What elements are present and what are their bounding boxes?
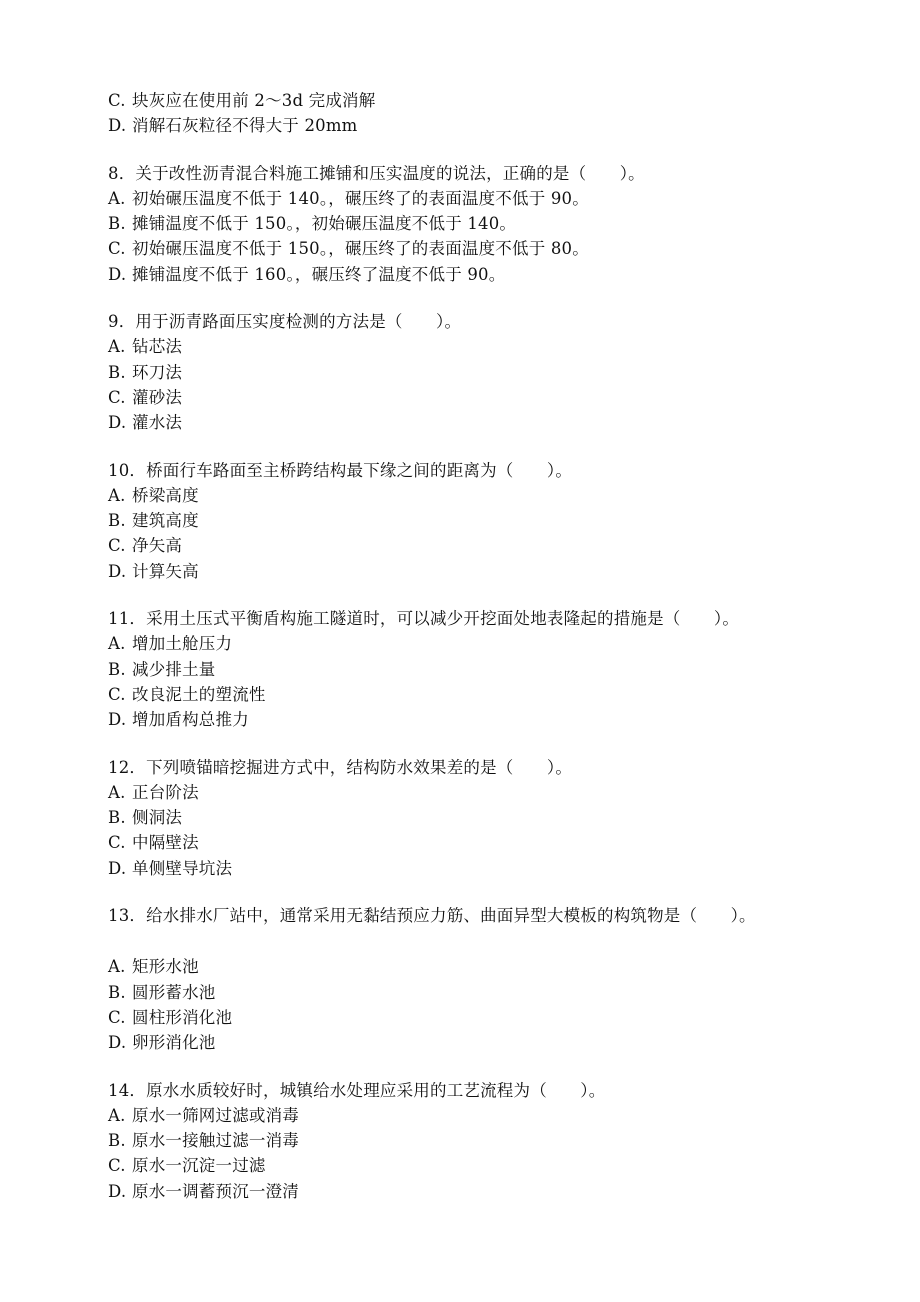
option-a — [108, 631, 848, 656]
option-a — [108, 186, 848, 211]
option-text: 初始碾压温度不低于 150。，碾压终了的表面温度不低于 80。 — [132, 239, 589, 259]
option-text: 增加盾构总推力 — [132, 710, 249, 730]
option-text: 卵形消化池 — [132, 1033, 216, 1053]
continued-options — [108, 88, 848, 139]
question-11 — [108, 606, 848, 732]
option-letter: D. — [108, 413, 127, 433]
option-b — [108, 360, 848, 385]
option-text: 钻芯法 — [132, 337, 183, 357]
option-text: 矩形水池 — [132, 957, 199, 977]
option-text: 消解石灰粒径不得大于 20mm — [132, 116, 358, 136]
option-letter: C. — [108, 536, 126, 556]
option-letter: C. — [108, 1007, 126, 1027]
option-a — [108, 954, 848, 979]
option-c — [108, 385, 848, 410]
question-13 — [108, 903, 848, 1055]
option-letter: C. — [108, 239, 126, 259]
option-letter: A. — [108, 957, 126, 977]
spacer — [108, 1056, 848, 1078]
option-text: 正台阶法 — [132, 782, 199, 802]
option-b — [108, 1128, 848, 1153]
option-letter: D. — [108, 264, 127, 284]
option-text: 桥梁高度 — [132, 485, 199, 505]
option-letter: B. — [108, 808, 126, 828]
question-14 — [108, 1078, 848, 1204]
option-text: 摊铺温度不低于 160。，碾压终了温度不低于 90。 — [132, 264, 506, 284]
option-text: 侧洞法 — [132, 808, 183, 828]
option-letter: B. — [108, 362, 126, 382]
option-text: 初始碾压温度不低于 140。，碾压终了的表面温度不低于 90。 — [132, 188, 589, 208]
option-text: 计算矢高 — [132, 561, 199, 581]
spacer — [108, 733, 848, 755]
option-d — [108, 856, 848, 881]
option-b — [108, 980, 848, 1005]
spacer — [108, 584, 848, 606]
option-text: 灌水法 — [132, 413, 183, 433]
option-c — [108, 830, 848, 855]
option-letter: B. — [108, 1131, 126, 1151]
option-text: 摊铺温度不低于 150。，初始碾压温度不低于 140。 — [132, 214, 517, 234]
option-text: 圆柱形消化池 — [132, 1007, 233, 1027]
question-12 — [108, 755, 848, 881]
option-b — [108, 657, 848, 682]
option-letter: B. — [108, 982, 126, 1002]
option-d — [108, 707, 848, 732]
option-letter: C. — [108, 387, 126, 407]
spacer — [108, 881, 848, 903]
option-c — [108, 533, 848, 558]
option-letter: D. — [108, 561, 127, 581]
option-d — [108, 262, 848, 287]
option-c — [108, 236, 848, 261]
option-text: 原水一沉淀一过滤 — [132, 1156, 266, 1176]
question-9 — [108, 309, 848, 435]
option-letter: A. — [108, 782, 126, 802]
question-10 — [108, 458, 848, 584]
option-letter: D. — [108, 116, 127, 136]
option-text: 环刀法 — [132, 362, 183, 382]
option-text: 建筑高度 — [132, 511, 199, 531]
option-b — [108, 805, 848, 830]
question-stem: 8．关于改性沥青混合料施工摊铺和压实温度的说法，正确的是（ ）。 — [108, 163, 645, 183]
option-text: 原水一调蓄预沉一澄清 — [132, 1181, 299, 1201]
option-text: 净矢高 — [132, 536, 183, 556]
question-stem: 9．用于沥青路面压实度检测的方法是（ ）。 — [108, 312, 462, 332]
option-text: 增加土舱压力 — [132, 634, 233, 654]
option-text: 圆形蓄水池 — [132, 982, 216, 1002]
option-d — [108, 410, 848, 435]
option-letter: D. — [108, 710, 127, 730]
option-letter: B. — [108, 659, 126, 679]
spacer — [108, 287, 848, 309]
option-letter: A. — [108, 188, 126, 208]
option-letter: C. — [108, 833, 126, 853]
option-letter: B. — [108, 214, 126, 234]
question-stem: 10．桥面行车路面至主桥跨结构最下缘之间的距离为（ ）。 — [108, 460, 573, 480]
option-letter: B. — [108, 511, 126, 531]
question-stem: 12．下列喷锚暗挖掘进方式中，结构防水效果差的是（ ）。 — [108, 757, 573, 777]
question-stem: 14．原水水质较好时，城镇给水处理应采用的工艺流程为（ ）。 — [108, 1080, 606, 1100]
document-page — [108, 88, 848, 1204]
option-text: 减少排土量 — [132, 659, 216, 679]
spacer — [108, 139, 848, 161]
option-text: 灌砂法 — [132, 387, 183, 407]
option-letter: A. — [108, 634, 126, 654]
spacer — [108, 436, 848, 458]
option-text: 单侧壁导坑法 — [132, 858, 233, 878]
option-a — [108, 780, 848, 805]
option-b — [108, 211, 848, 236]
option-a — [108, 1103, 848, 1128]
option-letter: A. — [108, 1105, 126, 1125]
option-text: 块灰应在使用前 2～3d 完成消解 — [132, 91, 376, 110]
option-letter: D. — [108, 858, 127, 878]
spacer — [108, 928, 848, 954]
option-a — [108, 334, 848, 359]
option-letter: D. — [108, 1033, 127, 1053]
question-8 — [108, 161, 848, 287]
option-d — [108, 113, 848, 138]
option-letter: C. — [108, 1156, 126, 1176]
option-d — [108, 1179, 848, 1204]
option-d — [108, 1030, 848, 1055]
option-c — [108, 1005, 848, 1030]
option-letter: A. — [108, 485, 126, 505]
question-stem: 11．采用土压式平衡盾构施工隧道时，可以减少开挖面处地表隆起的措施是（ ）。 — [108, 609, 740, 629]
option-letter: C. — [108, 91, 126, 110]
option-a — [108, 483, 848, 508]
option-b — [108, 508, 848, 533]
option-text: 改良泥土的塑流性 — [132, 684, 266, 704]
question-stem: 13．给水排水厂站中，通常采用无黏结预应力筋、曲面异型大模板的构筑物是（ ）。 — [108, 906, 756, 926]
option-c — [108, 1153, 848, 1178]
option-text: 原水一接触过滤一消毒 — [132, 1131, 299, 1151]
option-letter: D. — [108, 1181, 127, 1201]
option-c — [108, 682, 848, 707]
option-text: 中隔壁法 — [132, 833, 199, 853]
option-letter: A. — [108, 337, 126, 357]
option-c — [108, 88, 848, 113]
option-letter: C. — [108, 684, 126, 704]
option-d — [108, 559, 848, 584]
option-text: 原水一筛网过滤或消毒 — [132, 1105, 299, 1125]
